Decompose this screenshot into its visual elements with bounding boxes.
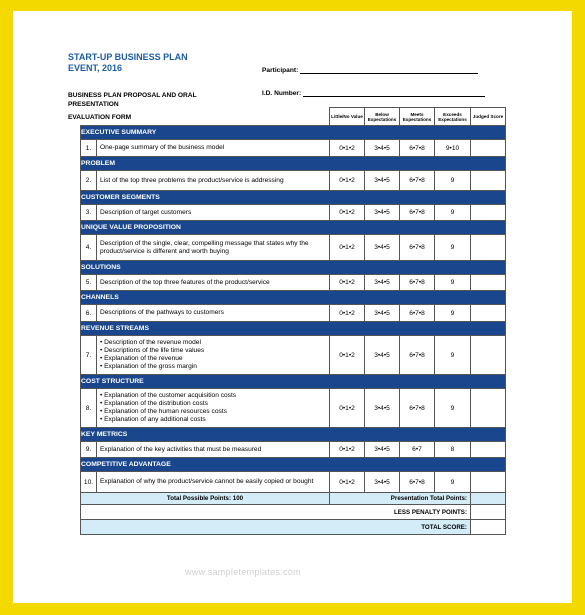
penalty-row <box>81 505 506 520</box>
criteria-row <box>81 205 506 221</box>
section-title: COST STRUCTURE <box>81 375 506 389</box>
header-row <box>81 108 506 126</box>
score-option[interactable]: 9 <box>435 472 471 493</box>
criteria-row <box>81 305 506 322</box>
score-option[interactable]: 0•1•2 <box>330 442 365 458</box>
criteria-description <box>97 336 330 375</box>
judged-score-cell[interactable] <box>471 442 506 458</box>
score-option[interactable]: 6•7•8 <box>400 205 435 221</box>
section-header-row <box>81 261 506 275</box>
judged-score-cell[interactable] <box>471 336 506 375</box>
evaluation-form-label: EVALUATION FORM <box>68 114 132 121</box>
score-option[interactable]: 3•4•5 <box>365 472 400 493</box>
score-option[interactable]: 3•4•5 <box>365 275 400 291</box>
score-option[interactable]: 9 <box>435 205 471 221</box>
criteria-row <box>81 140 506 157</box>
score-option[interactable]: 9 <box>435 275 471 291</box>
id-number-line[interactable] <box>303 88 485 97</box>
section-title: CUSTOMER SEGMENTS <box>81 191 506 205</box>
criteria-description: List of the top three problems the product/service is addressing <box>97 171 330 191</box>
section-title: SOLUTIONS <box>81 261 506 275</box>
criteria-bullet: • Explanation of the customer acquisition costs <box>100 392 329 400</box>
criteria-description: Description of the single, clear, compelling message that states why the product/service is different and worth buying <box>97 235 330 261</box>
less-penalty-label: LESS PENALTY POINTS: <box>81 505 471 520</box>
criteria-row <box>81 235 506 261</box>
score-option[interactable]: 6•7•8 <box>400 140 435 157</box>
section-header-row <box>81 375 506 389</box>
judged-score-cell[interactable] <box>471 235 506 261</box>
criteria-number: 8. <box>81 389 97 428</box>
score-option[interactable]: 0•1•2 <box>330 171 365 191</box>
section-header-row <box>81 191 506 205</box>
score-option[interactable]: 6•7•8 <box>400 472 435 493</box>
criteria-description: Description of target customers <box>97 205 330 221</box>
criteria-description: Description of the top three features of the product/service <box>97 275 330 291</box>
column-header: Exceeds Expectations <box>435 108 471 126</box>
criteria-bullet: • Descriptions of the life time values <box>100 347 329 355</box>
score-option[interactable]: 9 <box>435 389 471 428</box>
score-option[interactable]: 6•7•8 <box>400 305 435 322</box>
score-option[interactable]: 0•1•2 <box>330 235 365 261</box>
section-title: EXECUTIVE SUMMARY <box>81 126 506 140</box>
judged-score-cell[interactable] <box>471 275 506 291</box>
judged-score-cell[interactable] <box>471 171 506 191</box>
score-option[interactable]: 3•4•5 <box>365 140 400 157</box>
section-title: CHANNELS <box>81 291 506 305</box>
presentation-total-label: Presentation Total Points: <box>330 493 471 505</box>
score-option[interactable]: 0•1•2 <box>330 389 365 428</box>
criteria-bullet-list <box>100 392 329 424</box>
criteria-number: 7. <box>81 336 97 375</box>
criteria-row <box>81 275 506 291</box>
judged-score-cell[interactable] <box>471 205 506 221</box>
section-header-row <box>81 291 506 305</box>
score-option[interactable]: 3•4•5 <box>365 205 400 221</box>
form-subtitle: BUSINESS PLAN PROPOSAL AND ORAL PRESENTATION <box>68 92 197 108</box>
score-option[interactable]: 0•1•2 <box>330 275 365 291</box>
criteria-row <box>81 442 506 458</box>
score-option[interactable]: 3•4•5 <box>365 305 400 322</box>
section-header-row <box>81 221 506 235</box>
judged-score-cell[interactable] <box>471 140 506 157</box>
section-header-row <box>81 458 506 472</box>
criteria-number: 4. <box>81 235 97 261</box>
watermark: www.sampletemplates.com <box>185 567 301 577</box>
criteria-description: Explanation of why the product/service cannot be easily copied or bought <box>97 472 330 493</box>
score-option[interactable]: 3•4•5 <box>365 442 400 458</box>
section-header-row <box>81 126 506 140</box>
total-score-row <box>81 520 506 535</box>
score-option[interactable]: 9 <box>435 235 471 261</box>
score-option[interactable]: 6•7•8 <box>400 389 435 428</box>
score-option[interactable]: 0•1•2 <box>330 305 365 322</box>
criteria-number: 5. <box>81 275 97 291</box>
score-option[interactable]: 3•4•5 <box>365 171 400 191</box>
participant-label: Participant: <box>262 67 299 74</box>
judged-score-cell[interactable] <box>471 389 506 428</box>
section-title: PROBLEM <box>81 157 506 171</box>
criteria-bullet: • Explanation of the revenue <box>100 355 329 363</box>
score-option[interactable]: 6•7•8 <box>400 235 435 261</box>
criteria-number: 10. <box>81 472 97 493</box>
judged-score-cell[interactable] <box>471 305 506 322</box>
criteria-description <box>97 389 330 428</box>
score-option[interactable]: 3•4•5 <box>365 336 400 375</box>
score-option[interactable]: 8 <box>435 442 471 458</box>
total-possible-points: Total Possible Points: 100 <box>81 493 330 505</box>
criteria-row <box>81 389 506 428</box>
criteria-number: 3. <box>81 205 97 221</box>
judged-score-cell[interactable] <box>471 472 506 493</box>
score-option[interactable]: 6•7•8 <box>400 336 435 375</box>
score-option[interactable]: 9 <box>435 171 471 191</box>
criteria-row <box>81 336 506 375</box>
total-score-label: TOTAL SCORE: <box>81 520 471 535</box>
criteria-bullet: • Description of the revenue model <box>100 339 329 347</box>
criteria-bullet: • Explanation of the gross margin <box>100 363 329 371</box>
section-header-row <box>81 322 506 336</box>
criteria-bullet: • Explanation of the distribution costs <box>100 400 329 408</box>
total-score-cell[interactable] <box>471 520 506 535</box>
criteria-row <box>81 171 506 191</box>
participant-line[interactable] <box>300 65 478 74</box>
section-header-row <box>81 157 506 171</box>
criteria-description: Descriptions of the pathways to customers <box>97 305 330 322</box>
score-option[interactable]: 3•4•5 <box>365 235 400 261</box>
criteria-number: 2. <box>81 171 97 191</box>
column-header: Meets Expectations <box>400 108 435 126</box>
column-header: Little/No Value <box>330 108 365 126</box>
score-option[interactable]: 0•1•2 <box>330 336 365 375</box>
score-option[interactable]: 6•7 <box>400 442 435 458</box>
total-row <box>81 493 506 505</box>
section-title: KEY METRICS <box>81 428 506 442</box>
score-option[interactable]: 3•4•5 <box>365 389 400 428</box>
id-number-label: I.D. Number: <box>262 90 302 97</box>
presentation-total-cell[interactable] <box>471 493 506 505</box>
score-option[interactable]: 9•10 <box>435 140 471 157</box>
criteria-description: One-page summary of the business model <box>97 140 330 157</box>
section-title: UNIQUE VALUE PROPOSITION <box>81 221 506 235</box>
penalty-cell[interactable] <box>471 505 506 520</box>
criteria-description: Explanation of the key activities that must be measured <box>97 442 330 458</box>
id-number-field[interactable] <box>262 88 485 97</box>
criteria-number: 1. <box>81 140 97 157</box>
evaluation-table <box>80 107 506 535</box>
criteria-number: 6. <box>81 305 97 322</box>
criteria-row <box>81 472 506 493</box>
criteria-bullet-list <box>100 339 329 371</box>
header-blank <box>81 108 330 126</box>
score-option[interactable]: 0•1•2 <box>330 140 365 157</box>
criteria-bullet: • Explanation of any additional costs <box>100 416 329 424</box>
criteria-number: 9. <box>81 442 97 458</box>
score-option[interactable]: 0•1•2 <box>330 472 365 493</box>
section-title: REVENUE STREAMS <box>81 322 506 336</box>
score-option[interactable]: 6•7•8 <box>400 171 435 191</box>
score-option[interactable]: 9 <box>435 336 471 375</box>
score-option[interactable]: 9 <box>435 305 471 322</box>
participant-field[interactable] <box>262 65 478 74</box>
score-option[interactable]: 0•1•2 <box>330 205 365 221</box>
criteria-bullet: • Explanation of the human resources costs <box>100 408 329 416</box>
section-header-row <box>81 428 506 442</box>
event-title: START-UP BUSINESS PLAN EVENT, 2016 <box>68 52 188 73</box>
section-title: COMPETITIVE ADVANTAGE <box>81 458 506 472</box>
score-option[interactable]: 6•7•8 <box>400 275 435 291</box>
column-header: Below Expectations <box>365 108 400 126</box>
column-header: Judged Score <box>471 108 506 126</box>
